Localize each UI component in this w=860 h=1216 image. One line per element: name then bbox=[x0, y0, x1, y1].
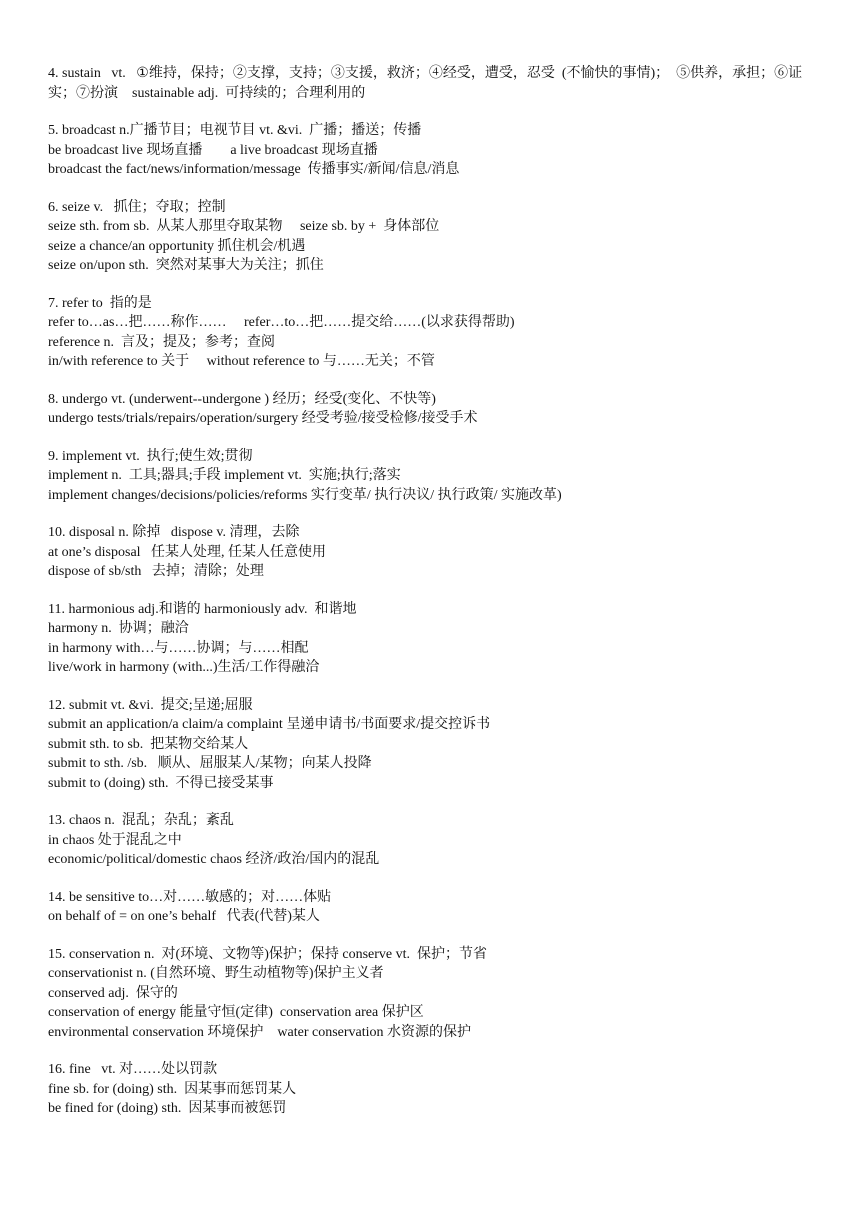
entry-line: implement n. 工具;器具;手段 implement vt. 实施;执行;落实 bbox=[48, 468, 401, 483]
entry-line: 7. refer to 指的是 bbox=[48, 295, 152, 311]
entry-line: implement changes/decisions/policies/reforms 实行变革/ 执行决议/ 执行政策/ 实施改革) bbox=[48, 487, 562, 503]
entry-line: submit to (doing) sth. 不得已接受某事 bbox=[48, 775, 274, 791]
vocab-entry-harmonious bbox=[48, 600, 820, 678]
vocab-entry-sensitive bbox=[48, 888, 820, 927]
entry-line: economic/political/domestic chaos 经济/政治/国内的混乱 bbox=[48, 852, 380, 867]
entry-line: 11. harmonious adj.和谐的 harmoniously adv. 和谐地 bbox=[48, 601, 357, 617]
vocab-entry-refer-to bbox=[48, 294, 820, 372]
entry-line: 16. fine vt. 对……处以罚款 bbox=[48, 1062, 218, 1077]
entry-line: in chaos 处于混乱之中 bbox=[48, 832, 182, 848]
vocab-entry-fine bbox=[48, 1060, 820, 1119]
vocab-entry-disposal bbox=[48, 523, 820, 582]
entry-line: be broadcast live 现场直播 a live broadcast 现场直播 bbox=[48, 142, 378, 158]
entry-line: 15. conservation n. 对(环境、文物等)保护；保持 conserve vt. 保护；节省 bbox=[48, 946, 487, 962]
entry-line: 9. implement vt. 执行;使生效;贯彻 bbox=[48, 448, 253, 464]
entry-line: be fined for (doing) sth. 因某事而被惩罚 bbox=[48, 1101, 287, 1116]
entry-line: broadcast the fact/news/information/message 传播事实/新闻/信息/消息 bbox=[48, 162, 460, 177]
entry-line: submit an application/a claim/a complaint 呈递申请书/书面要求/提交控诉书 bbox=[48, 717, 491, 732]
entry-line: seize a chance/an opportunity 抓住机会/机遇 bbox=[48, 238, 306, 254]
vocab-entry-seize bbox=[48, 198, 820, 276]
entry-line: in/with reference to 关于 without reference to 与……无关；不管 bbox=[48, 354, 435, 369]
entry-line: harmony n. 协调；融洽 bbox=[48, 621, 189, 636]
entry-line: refer to…as…把……称作…… refer…to…把……提交给……(以求获得帮助) bbox=[48, 315, 515, 330]
entry-line: submit sth. to sb. 把某物交给某人 bbox=[48, 736, 249, 752]
entry-line: seize sth. from sb. 从某人那里夺取某物 seize sb. by + 身体部位 bbox=[48, 219, 440, 234]
vocab-entry-sustain bbox=[48, 64, 820, 103]
entry-line: conserved adj. 保守的 bbox=[48, 985, 178, 1001]
entry-line: conservation of energy 能量守恒(定律) conservation area 保护区 bbox=[48, 1005, 424, 1020]
entry-line: on behalf of = on one’s behalf 代表(代替)某人 bbox=[48, 909, 320, 924]
entry-line: 14. be sensitive to…对……敏感的；对……体贴 bbox=[48, 889, 332, 905]
vocab-entry-broadcast bbox=[48, 121, 820, 180]
vocab-entry-submit bbox=[48, 696, 820, 794]
entry-line: in harmony with…与……协调；与……相配 bbox=[48, 640, 309, 656]
entry-line: 10. disposal n. 除掉 dispose v. 清理，去除 bbox=[48, 525, 300, 540]
entry-line: 13. chaos n. 混乱；杂乱；紊乱 bbox=[48, 813, 234, 828]
entry-line: submit to sth. /sb. 顺从、屈服某人/某物；向某人投降 bbox=[48, 756, 372, 771]
entry-line: undergo tests/trials/repairs/operation/surgery 经受考验/接受检修/接受手术 bbox=[48, 411, 478, 426]
document-page bbox=[48, 64, 820, 1137]
vocab-entry-chaos bbox=[48, 811, 820, 870]
entry-line: dispose of sb/sth 去掉；清除；处理 bbox=[48, 564, 264, 579]
entry-line: 6. seize v. 抓住；夺取；控制 bbox=[48, 199, 226, 215]
entry-line: reference n. 言及；提及；参考；查阅 bbox=[48, 334, 276, 350]
vocab-entry-implement bbox=[48, 447, 820, 506]
entry-line: at one’s disposal 任某人处理, 任某人任意使用 bbox=[48, 544, 327, 560]
entry-line: fine sb. for (doing) sth. 因某事而惩罚某人 bbox=[48, 1081, 297, 1097]
entry-line: 8. undergo vt. (underwent--undergone ) 经历；经受(变化、不快等) bbox=[48, 391, 436, 407]
vocab-entry-conservation bbox=[48, 945, 820, 1043]
entry-line: 4. sustain vt. ①维持，保持；②支撑，支持；③支援，救济；④经受，遭受，忍受 (不愉快的事情)； ⑤供养，承担；⑥证实；⑦扮演 sustainable adj. 可持续的；合理利用的 bbox=[48, 66, 803, 101]
vocab-entry-undergo bbox=[48, 390, 820, 429]
entry-line: conservationist n. (自然环境、野生动植物等)保护主义者 bbox=[48, 966, 384, 981]
entry-line: seize on/upon sth. 突然对某事大为关注；抓住 bbox=[48, 258, 324, 273]
entry-line: 5. broadcast n.广播节目；电视节目 vt. &vi. 广播；播送；传播 bbox=[48, 123, 422, 138]
entry-line: 12. submit vt. &vi. 提交;呈递;屈服 bbox=[48, 697, 253, 713]
entry-line: environmental conservation 环境保护 water conservation 水资源的保护 bbox=[48, 1024, 472, 1040]
entry-line: live/work in harmony (with...)生活/工作得融洽 bbox=[48, 660, 320, 675]
